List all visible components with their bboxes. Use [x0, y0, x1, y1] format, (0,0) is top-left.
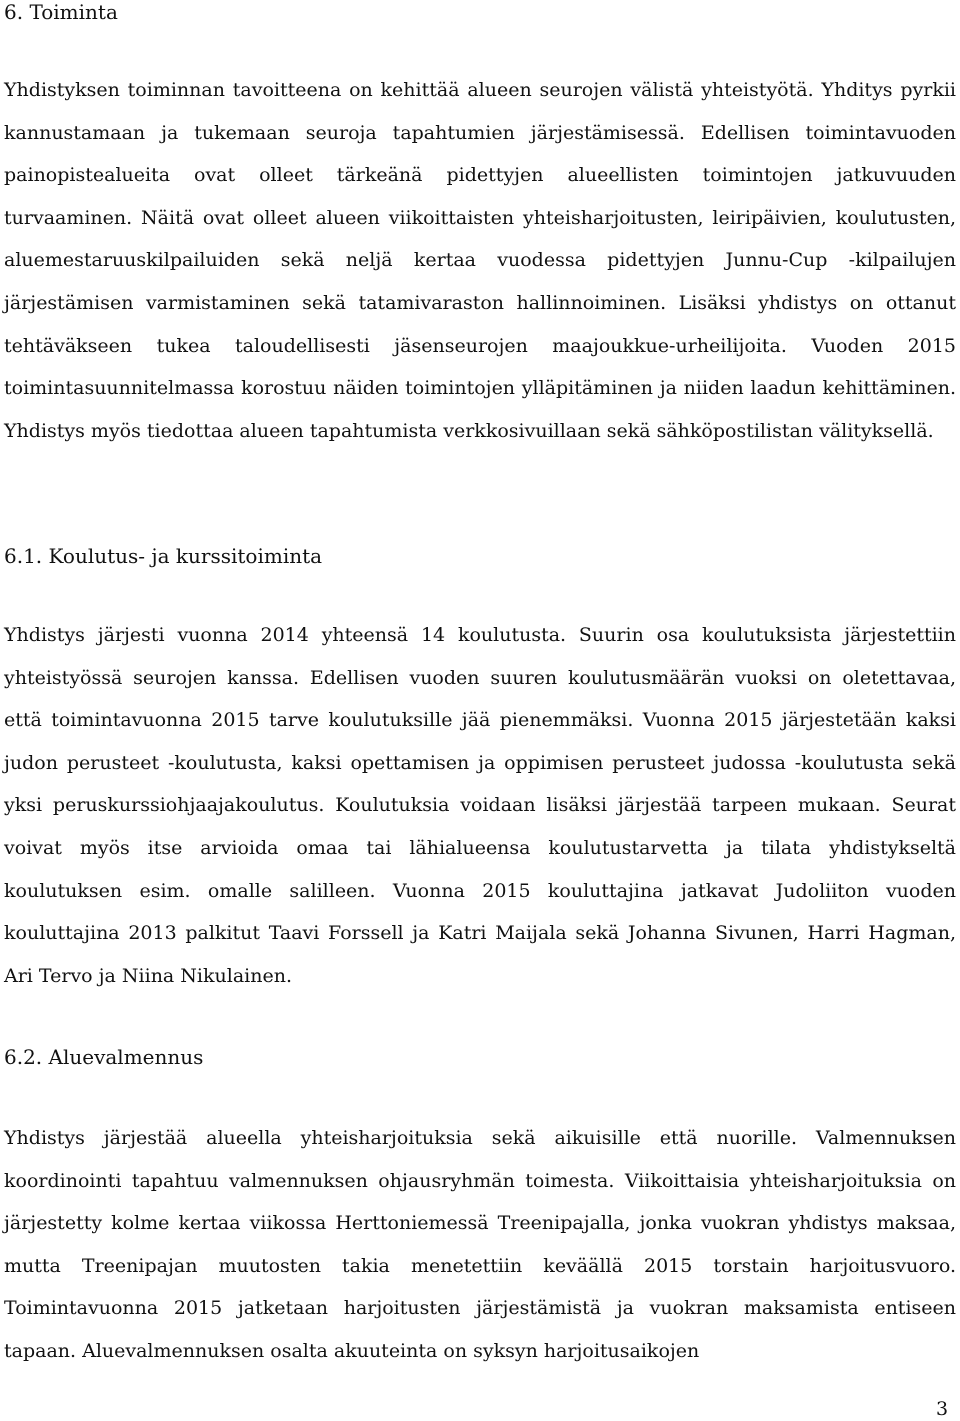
page-number: 3 — [936, 1398, 949, 1420]
section-6-1-heading: 6.1. Koulutus- ja kurssitoiminta — [4, 544, 323, 568]
section-6-paragraph: Yhdistyksen toiminnan tavoitteena on kehittää alueen seurojen välistä yhteistyötä. Yhditys pyrkii kannustamaan ja tukemaan seuroja tapahtumien järjestämisessä. Edellisen toimintavuoden painopistealueita ovat olleet tärkeänä pidettyjen alueellisten toimintojen jatkuvuuden turvaaminen. Näitä ovat olleet alueen viikoittaisten yhteisharjoitusten, leiripäivien, koulutusten, aluemestaruuskilpailuiden sekä neljä kertaa vuodessa pidettyjen Junnu-Cup -kilpailujen järjestämisen varmistaminen sekä tatamivaraston hallinnoiminen. Lisäksi yhdistys on ottanut tehtäväkseen tukea taloudellisesti jäsenseurojen maajoukkue-urheilijoita. Vuoden 2015 toimintasuunnitelmassa korostuu näiden toimintojen ylläpitäminen ja niiden laadun kehittäminen. Yhdistys myös tiedottaa alueen tapahtumista verkkosivuillaan sekä sähköpostilistan välityksellä. — [4, 79, 956, 442]
section-6-heading: 6. Toiminta — [4, 0, 118, 24]
section-6-2-paragraph: Yhdistys järjestää alueella yhteisharjoituksia sekä aikuisille että nuorille. Valmennuksen koordinointi tapahtuu valmennuksen ohjausryhmän toimesta. Viikoittaisia yhteisharjoituksia on järjestetty kolme kertaa viikossa Herttoniemessä Treenipajalla, jonka vuokran yhdistys maksaa, mutta Treenipajan muutosten takia menetettiin keväällä 2015 torstain harjoitusvuoro. Toimintavuonna 2015 jatketaan harjoitusten järjestämistä ja vuokran maksamista entiseen tapaan. Aluevalmennuksen osalta akuuteinta on syksyn harjoitusaikojen — [4, 1127, 956, 1362]
section-6-1-paragraph: Yhdistys järjesti vuonna 2014 yhteensä 14 koulutusta. Suurin osa koulutuksista järjestettiin yhteistyössä seurojen kanssa. Edellisen vuoden suuren koulutusmäärän vuoksi on oletettavaa, että toimintavuonna 2015 tarve koulutuksille jää pienemmäksi. Vuonna 2015 järjestetään kaksi judon perusteet -koulutusta, kaksi opettamisen ja oppimisen perusteet judossa -koulutusta sekä yksi peruskurssiohjaajakoulutus. Koulutuksia voidaan lisäksi järjestää tarpeen mukaan. Seurat voivat myös itse arvioida omaa tai lähialueensa koulutustarvetta ja tilata yhdistykseltä koulutuksen esim. omalle salilleen. Vuonna 2015 kouluttajina jatkavat Judoliiton vuoden kouluttajina 2013 palkitut Taavi Forssell ja Katri Maijala sekä Johanna Sivunen, Harri Hagman, Ari Tervo ja Niina Nikulainen. — [4, 624, 956, 987]
section-6-2-heading: 6.2. Aluevalmennus — [4, 1045, 204, 1069]
